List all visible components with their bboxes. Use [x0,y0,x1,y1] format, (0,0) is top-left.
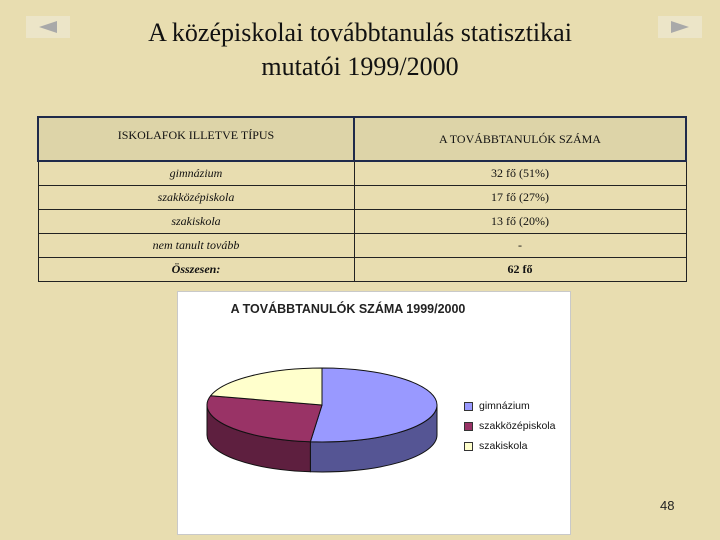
table-row [38,161,686,186]
pie-chart [177,291,571,535]
arrow-left-icon [39,21,57,33]
legend-item [464,416,555,436]
table-total-row [38,258,686,282]
slide-title [60,16,660,84]
table-row [38,234,686,258]
row-value: 17 fő (27%) [354,186,686,210]
row-value: 32 fő (51%) [354,161,686,186]
legend-item [464,396,555,416]
legend-item [464,436,555,456]
slide-title-line-2: mutatói 1999/2000 [261,52,459,81]
row-value: 13 fő (20%) [354,210,686,234]
page-number: 48 [660,498,675,513]
legend-label: gimnázium [479,400,530,412]
legend-label: szakközépiskola [479,420,556,432]
legend-swatch [464,442,473,451]
legend-label: szakiskola [479,440,528,452]
chart-legend [464,396,555,456]
header-school-type: ISKOLAFOK ILLETVE TÍPUS [38,117,354,161]
table-header-row [38,117,686,161]
total-value: 62 fő [354,258,686,282]
chart-title: A TOVÁBBTANULÓK SZÁMA 1999/2000 [230,302,466,316]
legend-swatch [464,402,473,411]
row-label: szakiskola [38,210,354,234]
row-value: - [354,234,686,258]
table-row [38,186,686,210]
table-row [38,210,686,234]
header-student-count: A TOVÁBBTANULÓK SZÁMA [354,117,686,161]
arrow-right-icon [671,21,689,33]
next-slide-button[interactable] [658,16,702,38]
total-label: Összesen: [38,258,354,282]
row-label: nem tanult tovább [38,234,354,258]
statistics-table [37,116,687,282]
slide-title-line-1: A középiskolai továbbtanulás statisztikai [148,18,572,47]
row-label: szakközépiskola [38,186,354,210]
row-label: gimnázium [38,161,354,186]
legend-swatch [464,422,473,431]
